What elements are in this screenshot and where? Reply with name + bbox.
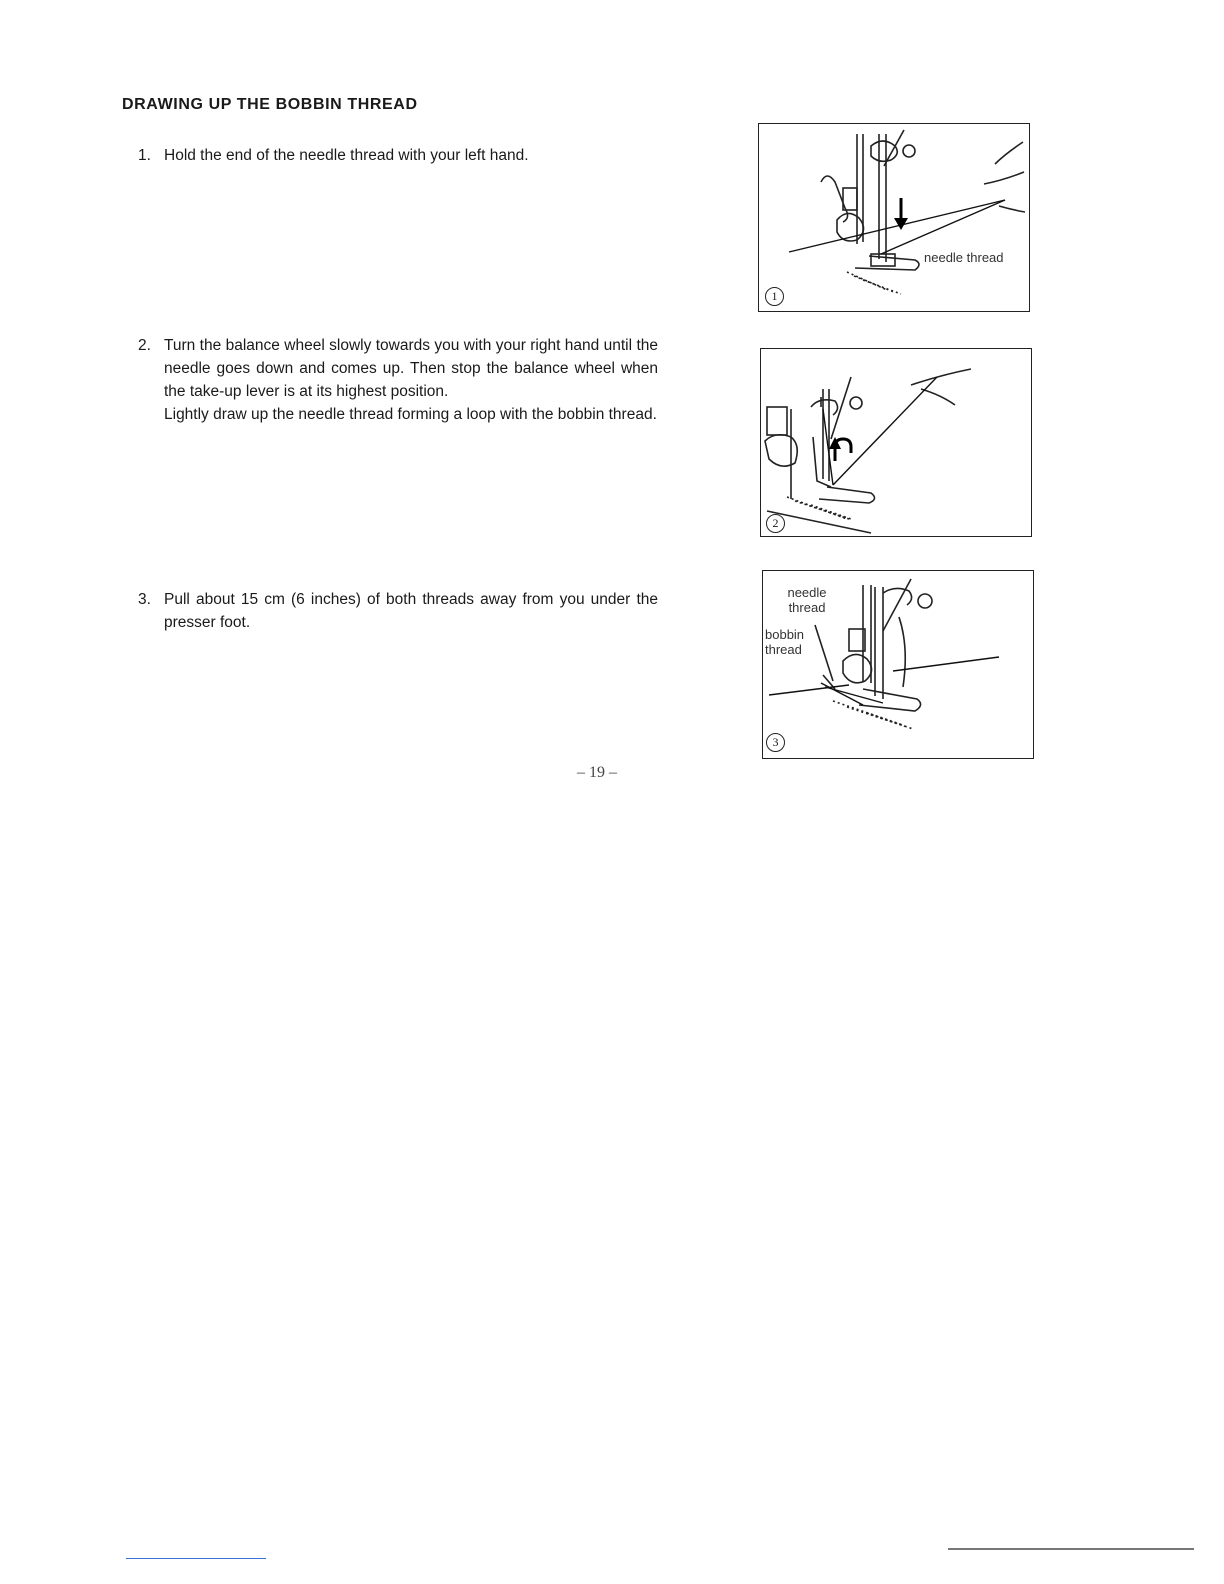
figure-1 — [758, 123, 1030, 312]
figure-number: 1 — [765, 287, 784, 306]
sewing-machine-illustration — [759, 124, 1029, 311]
page-title: DRAWING UP THE BOBBIN THREAD — [122, 96, 418, 113]
step-number: 3. — [138, 591, 151, 608]
page-number: – 19 – — [577, 764, 617, 781]
figure-2 — [760, 348, 1032, 537]
sewing-machine-illustration — [761, 349, 1031, 536]
step-text: Hold the end of the needle thread with your left hand. — [164, 147, 529, 164]
figure-3 — [762, 570, 1034, 759]
step-number: 1. — [138, 147, 151, 164]
footer-rule-left — [126, 1558, 266, 1559]
instruction-step-1 — [138, 144, 658, 167]
figure-number: 2 — [766, 514, 785, 533]
instruction-step-3 — [138, 588, 658, 634]
instruction-step-2 — [138, 334, 658, 426]
needle-thread-label: needle thread — [924, 250, 1004, 265]
figure-number: 3 — [766, 733, 785, 752]
step-text: Lightly draw up the needle thread forming a loop with the bobbin thread. — [164, 406, 657, 423]
step-text: Pull about 15 cm (6 inches) of both threads away from you under the presser foot. — [164, 591, 658, 631]
bobbin-thread-label: bobbin thread — [765, 627, 805, 657]
step-text: Turn the balance wheel slowly towards you with your right hand until the needle goes down and comes up. Then stop the balance wheel when the take-up lever is at its highest position. — [164, 337, 658, 400]
step-number: 2. — [138, 337, 151, 354]
needle-thread-label: needle thread — [787, 585, 827, 615]
footer-rule-right — [948, 1548, 1194, 1550]
